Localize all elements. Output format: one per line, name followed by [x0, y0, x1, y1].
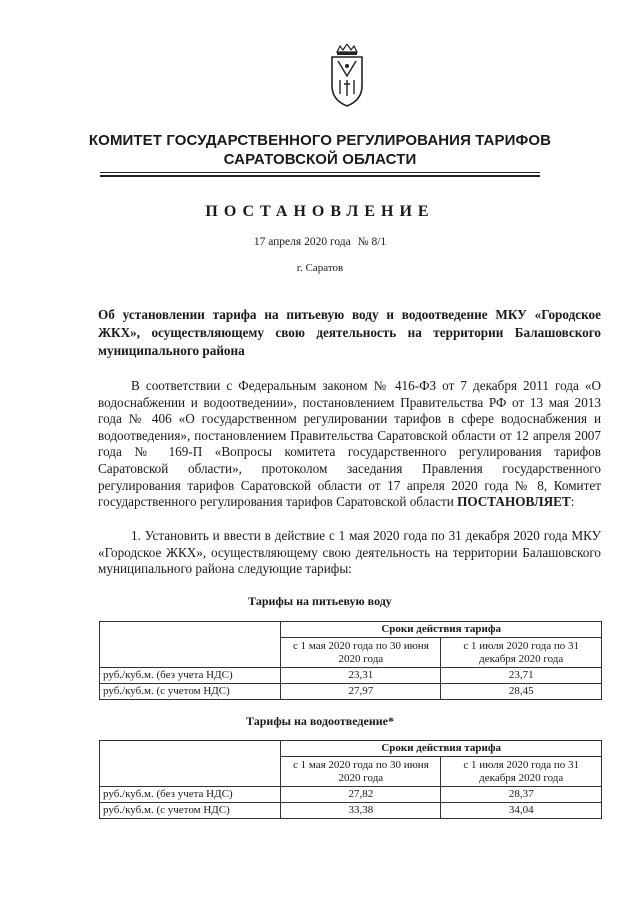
document-subject: Об установлении тарифа на питьевую воду и водоотведение МКУ «Городское ЖКХ», осуществляющему свою деятельность на территории Балашовского муниципального района — [98, 307, 601, 358]
document-city: г. Саратов — [296, 262, 344, 274]
row-value: 23,31 — [281, 668, 441, 684]
committee-name-line2: САРАТОВСКОЙ ОБЛАСТИ — [223, 151, 417, 168]
row-unit: руб./куб.м. (с учетом НДС) — [100, 684, 281, 700]
committee-name-line1: КОМИТЕТ ГОСУДАРСТВЕННОГО РЕГУЛИРОВАНИЯ ТАРИФОВ — [88, 132, 552, 149]
document-date-number — [0, 236, 640, 248]
preamble-paragraph — [98, 378, 601, 511]
table-corner-cell — [100, 622, 281, 668]
sewage-period-2: с 1 июля 2020 года по 31 декабря 2020 года — [441, 757, 602, 787]
table-row — [100, 668, 602, 684]
sewage-period-1: с 1 мая 2020 года по 30 июня 2020 года — [281, 757, 441, 787]
document-type: ПОСТАНОВЛЕНИЕ — [205, 203, 435, 220]
preamble-colon: : — [570, 494, 575, 510]
row-value: 23,71 — [441, 668, 602, 684]
header-rule-top — [100, 172, 540, 173]
document-date: 17 апреля 2020 года — [253, 236, 351, 248]
document-number: № 8/1 — [357, 236, 387, 248]
table-corner-cell — [100, 741, 281, 787]
row-value: 27,82 — [281, 787, 441, 803]
row-value: 34,04 — [441, 803, 602, 819]
water-period-1: с 1 мая 2020 года по 30 июня 2020 года — [281, 638, 441, 668]
water-table-title: Тарифы на питьевую воду — [248, 594, 392, 608]
clause-1-paragraph: 1. Установить и ввести в действие с 1 мая 2020 года по 31 декабря 2020 года МКУ «Городское ЖКХ», осуществляющему свою деятельность на территории Балашовского муниципального района следующие тарифы: — [98, 528, 601, 577]
preamble-text: В соответствии с Федеральным законом № 416-ФЗ от 7 декабря 2011 года «О водоснабжении и водоотведении», постановлением Правительства РФ от 13 мая 2013 года № 406 «О государственном регулировании тарифов в сфере водоснабжения и водоотведения», постановлением Правительства Саратовской области от 12 апреля 2007 года № 169-П «Вопросы комитета государственного регулирования тарифов Саратовской области», протоколом заседания Правления государственного регулирования тарифов Саратовской области от 17 апреля 2020 года № 8, Комитет государственного регулирования тарифов Саратовской области — [98, 378, 601, 510]
row-value: 28,37 — [441, 787, 602, 803]
row-unit: руб./куб.м. (без учета НДС) — [100, 787, 281, 803]
water-tariff-table — [99, 621, 602, 700]
table-row — [100, 684, 602, 700]
table-row — [100, 787, 602, 803]
row-unit: руб./куб.м. (без учета НДС) — [100, 668, 281, 684]
water-period-2: с 1 июля 2020 года по 31 декабря 2020 года — [441, 638, 602, 668]
table-row — [100, 803, 602, 819]
row-value: 27,97 — [281, 684, 441, 700]
sewage-tariff-table — [99, 740, 602, 819]
row-unit: руб./куб.м. (с учетом НДС) — [100, 803, 281, 819]
committee-name — [80, 131, 560, 169]
header-rule-bottom — [100, 175, 540, 177]
sewage-table-title: Тарифы на водоотведение* — [246, 714, 394, 728]
row-value: 28,45 — [441, 684, 602, 700]
sewage-table-header: Сроки действия тарифа — [281, 741, 602, 757]
coat-of-arms-icon — [328, 44, 366, 108]
water-table-header: Сроки действия тарифа — [281, 622, 602, 638]
resolves-keyword: ПОСТАНОВЛЯЕТ — [457, 494, 571, 510]
row-value: 33,38 — [281, 803, 441, 819]
